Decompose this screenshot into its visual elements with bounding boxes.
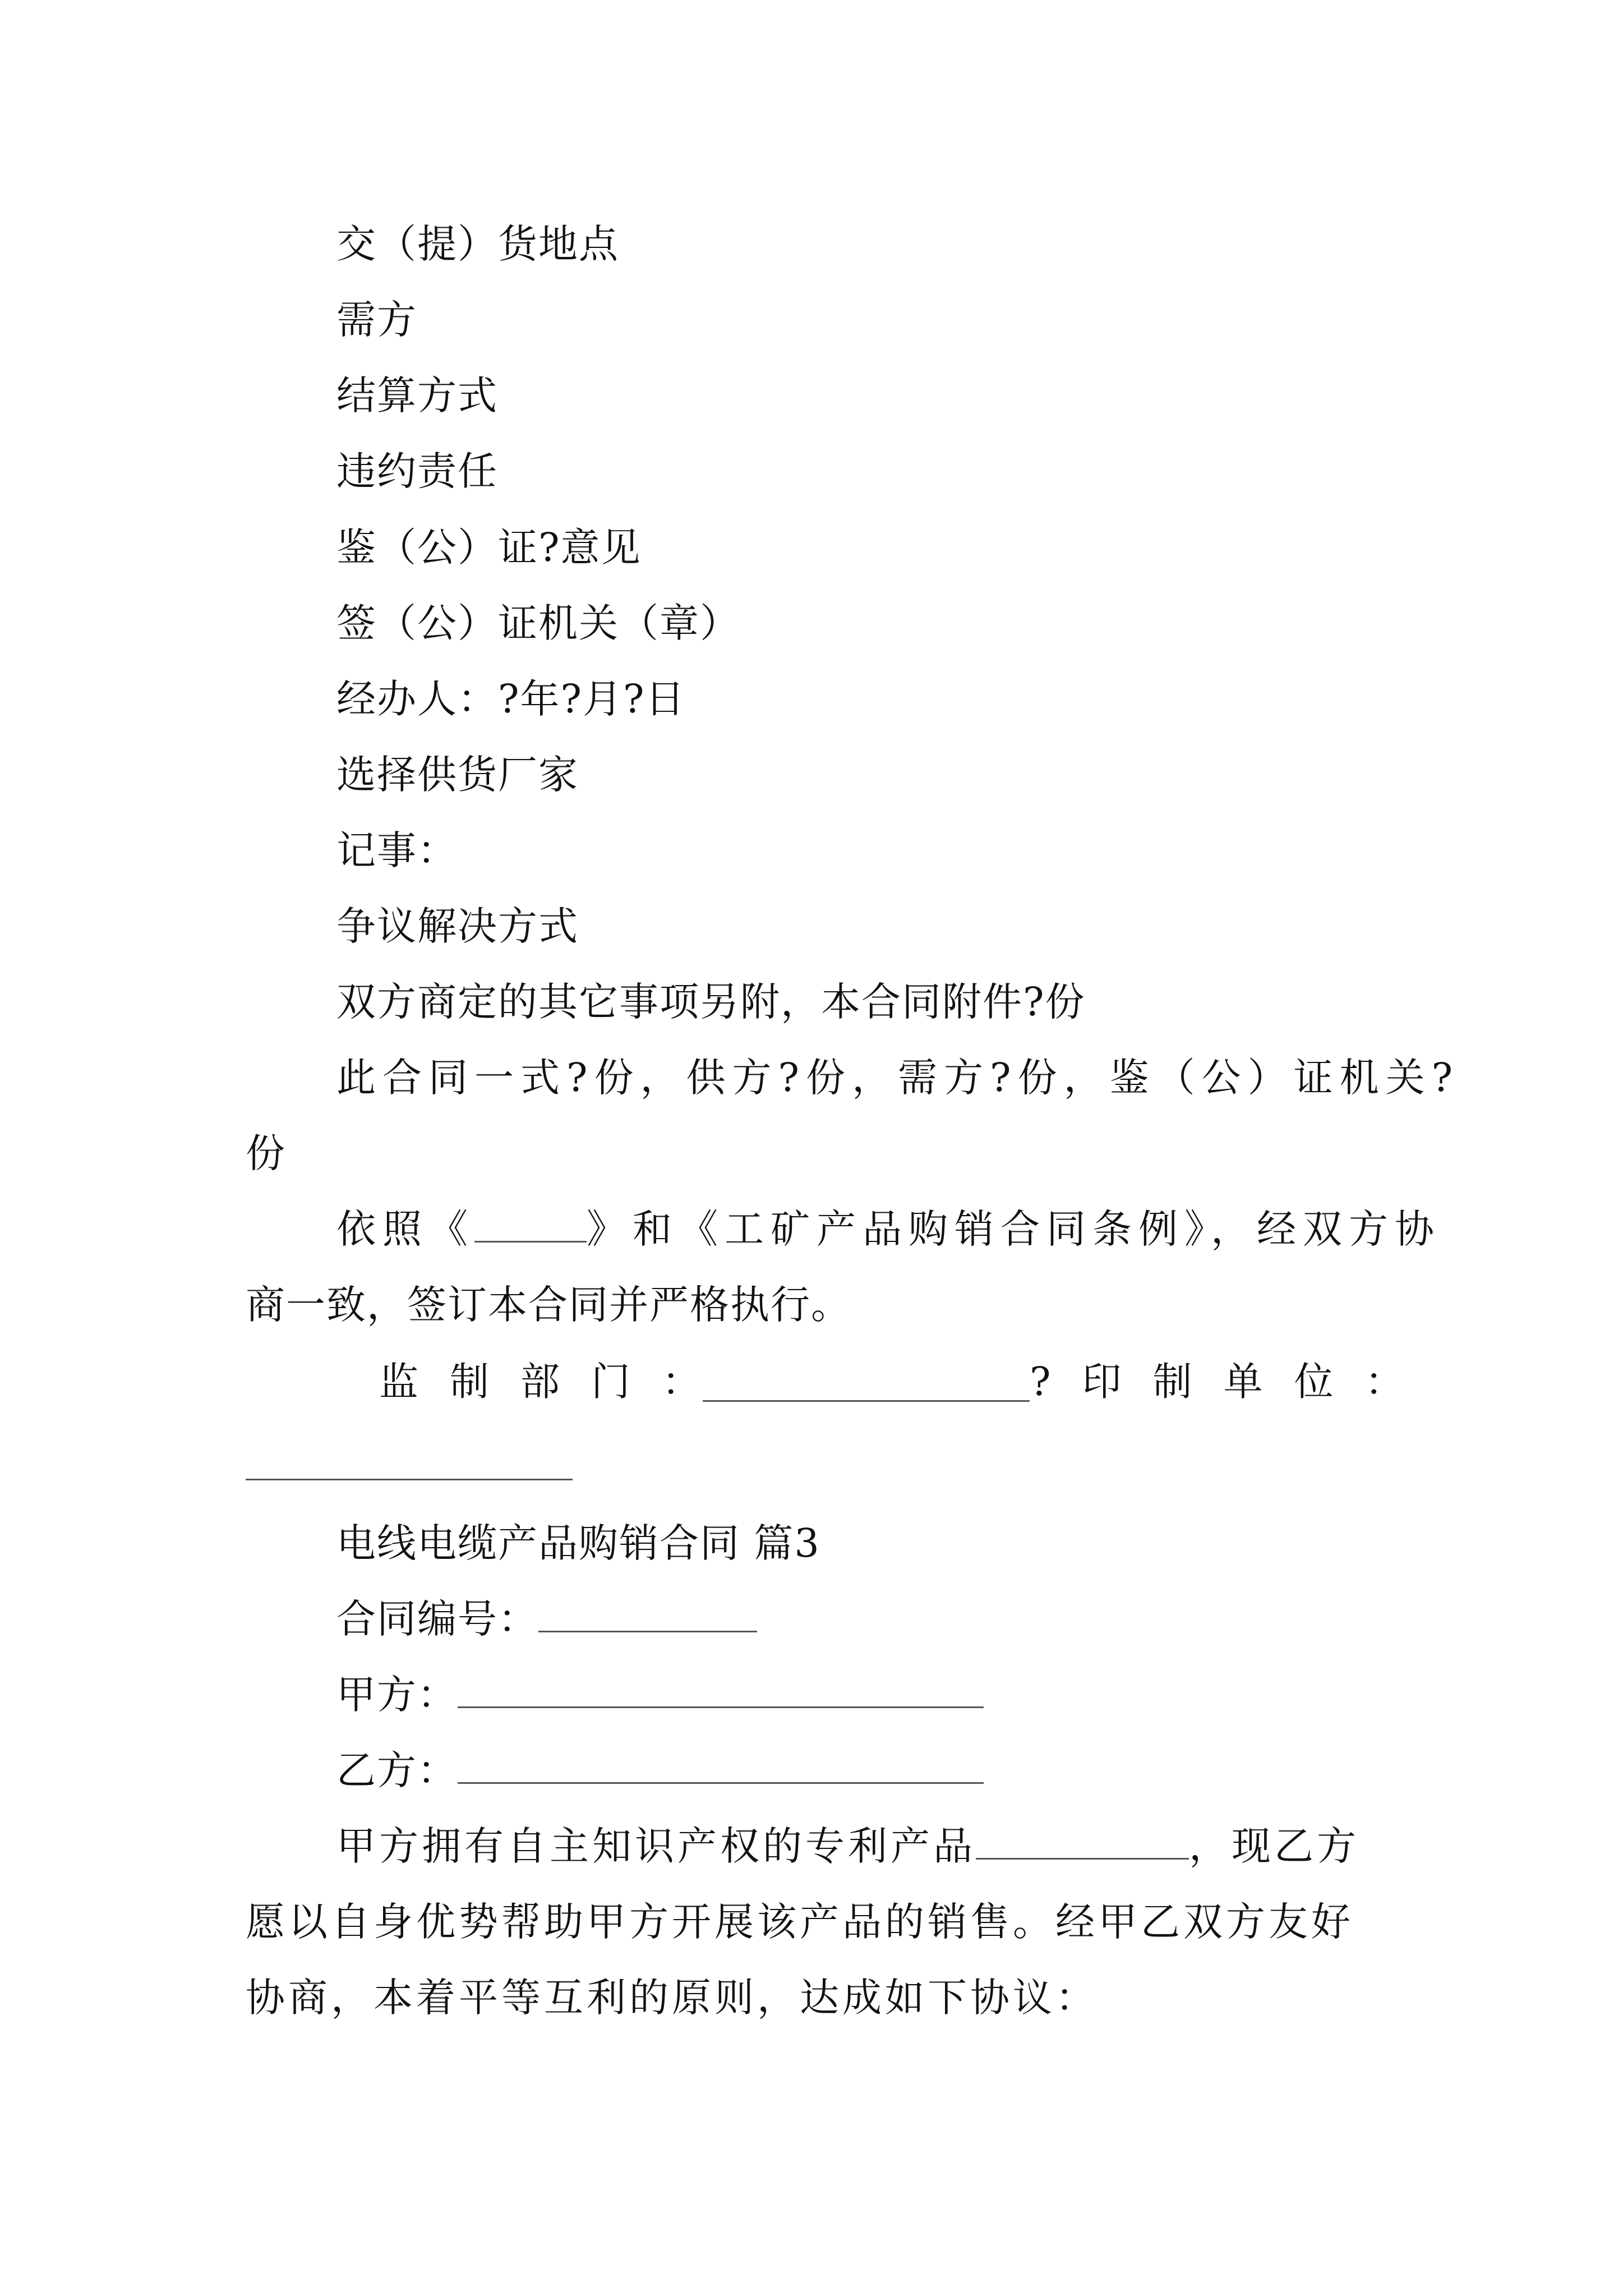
supplier-selection-line: 选择供货厂家	[336, 752, 579, 798]
other-matters-line: 双方商定的其它事项另附，本合同附件?份	[336, 979, 1086, 1025]
agreement-intro-prefix: 甲方拥有自主知识产权的专利产品	[336, 1823, 976, 1869]
supervising-department-label: 监制部门：	[379, 1359, 732, 1405]
agreement-intro-suffix: ，现乙方	[1189, 1823, 1359, 1869]
product-name-blank	[976, 1824, 1189, 1860]
legal-basis-prefix: 依照《	[336, 1206, 474, 1252]
supervising-department-blank	[703, 1400, 1030, 1402]
notary-office-seal-line: 签（公）证机关（章）	[336, 600, 740, 646]
party-b-blank	[458, 1749, 984, 1784]
agreement-intro-line-3: 协商，本着平等互利的原则，达成如下协议：	[246, 1975, 1098, 2021]
agreement-intro-line	[336, 1818, 1359, 1874]
section-title: 电线电缆产品购销合同 篇3	[336, 1520, 820, 1566]
notes-line: 记事：	[336, 827, 458, 873]
legal-basis-line	[336, 1201, 1441, 1257]
party-b-line	[336, 1742, 984, 1798]
dispute-resolution-line: 争议解决方式	[336, 903, 579, 949]
contract-number-label: 合同编号：	[336, 1596, 538, 1642]
settlement-method-line: 结算方式	[336, 372, 498, 418]
agreement-intro-line-2: 愿以自身优势帮助甲方开展该产品的销售。经甲乙双方友好	[246, 1899, 1354, 1945]
copies-line-continued: 份	[246, 1130, 286, 1176]
printing-unit-blank	[246, 1479, 573, 1480]
handler-date-line: 经办人：?年?月?日	[336, 676, 686, 722]
party-a-line	[336, 1667, 984, 1723]
printing-unit-label: ?印制单位：	[1030, 1359, 1436, 1405]
legal-basis-suffix: 》和《工矿产品购销合同条例》，经双方协	[587, 1206, 1441, 1252]
party-a-label: 甲方：	[336, 1672, 458, 1718]
contract-number-line	[336, 1591, 757, 1647]
breach-liability-line: 违约责任	[336, 448, 498, 494]
delivery-location-line: 交（提）货地点	[336, 221, 619, 267]
law-name-blank	[474, 1207, 587, 1243]
legal-basis-line-continued: 商一致，签订本合同并严格执行。	[246, 1282, 851, 1328]
notarization-opinion-line: 鉴（公）证?意见	[336, 524, 642, 570]
contract-number-blank	[538, 1597, 757, 1632]
party-a-blank	[458, 1673, 984, 1708]
copies-line: 此合同一式?份，供方?份，需方?份，鉴（公）证机关?	[336, 1055, 1460, 1101]
buyer-line: 需方	[336, 297, 417, 343]
party-b-label: 乙方：	[336, 1747, 458, 1793]
